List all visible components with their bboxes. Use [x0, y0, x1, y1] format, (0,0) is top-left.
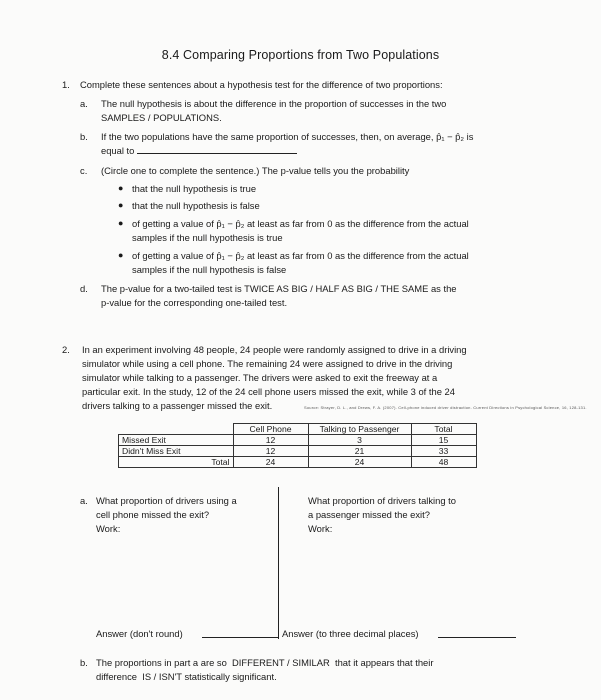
q2b-line1: The proportions in part a are so DIFFERENT / SIMILAR that it appears that their [96, 657, 434, 668]
table-row [119, 446, 477, 457]
table-cell: 24 [233, 457, 308, 468]
table-header-cell: Cell Phone [233, 424, 308, 435]
q2-line5: drivers talking to a passenger missed the exit. [82, 400, 273, 411]
table-row [119, 435, 477, 446]
table-cell: 12 [233, 435, 308, 446]
q1c-option-3-line2[interactable]: samples if the null hypothesis is true [132, 232, 283, 243]
source-citation: Source: Strayer, D. L., and Drews, F. A. (2007). Cell-phone induced driver distraction. Current Directions in Psychological Science, 16, 128-131. [304, 405, 587, 410]
q1d-line2: p-value for the corresponding one-tailed test. [101, 297, 288, 308]
table-row [119, 457, 477, 468]
page-title: 8.4 Comparing Proportions from Two Populations [161, 48, 440, 62]
q1-number: 1. [62, 79, 70, 90]
q2-line3: simulator while talking to a passenger. The drivers were asked to exit the freeway at a [82, 372, 438, 383]
q2b-line2: difference IS / ISN'T statistically significant. [96, 671, 277, 682]
bullet-icon: ● [118, 250, 124, 260]
table-header-cell: Talking to Passenger [308, 424, 411, 435]
q2a-right-question-line2: a passenger missed the exit? [308, 509, 430, 520]
table-header-cell: Total [411, 424, 476, 435]
table-cell: 12 [233, 446, 308, 457]
q1c-option-1[interactable]: that the null hypothesis is true [132, 183, 257, 194]
bullet-icon: ● [118, 200, 124, 210]
q1-prompt: Complete these sentences about a hypothesis test for the difference of two proportions: [80, 79, 443, 90]
table-row-label: Didn't Miss Exit [119, 446, 234, 457]
q2-number: 2. [62, 344, 70, 355]
q1b-line1: If the two populations have the same proportion of successes, then, on average, p̂₁ − p̂₂ is [101, 131, 474, 142]
q2a-left-answer-label: Answer (don't round) [96, 628, 183, 639]
table-header-row [119, 424, 477, 435]
q2a-right-answer-blank[interactable] [438, 637, 516, 638]
q1b-line2 [101, 144, 297, 157]
q1b-line2-text: equal to [101, 145, 135, 156]
q1c-option-3-line1[interactable]: of getting a value of p̂₁ − p̂₂ at least as far from 0 as the difference from the actual [132, 218, 469, 229]
table-corner [119, 424, 234, 435]
table-row-label: Missed Exit [119, 435, 234, 446]
q1d-label: d. [80, 283, 88, 294]
table-cell: 21 [308, 446, 411, 457]
q1c-option-4-line2[interactable]: samples if the null hypothesis is false [132, 264, 287, 275]
q1c-intro: (Circle one to complete the sentence.) The p-value tells you the probability [101, 165, 410, 176]
table-cell: 15 [411, 435, 476, 446]
q2-line4: particular exit. In the study, 12 of the 24 cell phone users missed the exit, while 3 of the 24 [82, 386, 455, 397]
bullet-icon: ● [118, 183, 124, 193]
q1d-line1: The p-value for a two-tailed test is TWICE AS BIG / HALF AS BIG / THE SAME as the [101, 283, 457, 294]
q1a-label: a. [80, 98, 88, 109]
q1b-label: b. [80, 131, 88, 142]
q1c-option-2[interactable]: that the null hypothesis is false [132, 200, 260, 211]
bullet-icon: ● [118, 218, 124, 228]
contingency-table [118, 423, 477, 468]
table-row-label: Total [119, 457, 234, 468]
q2-line1: In an experiment involving 48 people, 24 people were randomly assigned to drive in a driving [82, 344, 467, 355]
q2a-left-answer-blank[interactable] [202, 637, 278, 638]
table-cell: 33 [411, 446, 476, 457]
q1a-line2: SAMPLES / POPULATIONS. [101, 112, 222, 123]
column-divider [278, 487, 279, 639]
table-cell: 24 [308, 457, 411, 468]
q2a-left-work-label: Work: [96, 523, 121, 534]
q2a-left-question-line1: What proportion of drivers using a [96, 495, 237, 506]
q1c-label: c. [80, 165, 88, 176]
table-cell: 48 [411, 457, 476, 468]
q2a-left-question-line2: cell phone missed the exit? [96, 509, 210, 520]
q1a-line1: The null hypothesis is about the difference in the proportion of successes in the two [101, 98, 447, 109]
q2-line2: simulator while using a cell phone. The remaining 24 were assigned to drive in the driving [82, 358, 453, 369]
table-cell: 3 [308, 435, 411, 446]
q1c-option-4-line1[interactable]: of getting a value of p̂₁ − p̂₂ at least as far from 0 as the difference from the actual [132, 250, 469, 261]
q2a-right-work-label: Work: [308, 523, 333, 534]
q2a-label: a. [80, 495, 88, 506]
q2b-label: b. [80, 657, 88, 668]
q1b-answer-blank[interactable] [137, 144, 297, 154]
q2a-right-question-line1: What proportion of drivers talking to [308, 495, 456, 506]
q2a-right-answer-label: Answer (to three decimal places) [282, 628, 419, 639]
